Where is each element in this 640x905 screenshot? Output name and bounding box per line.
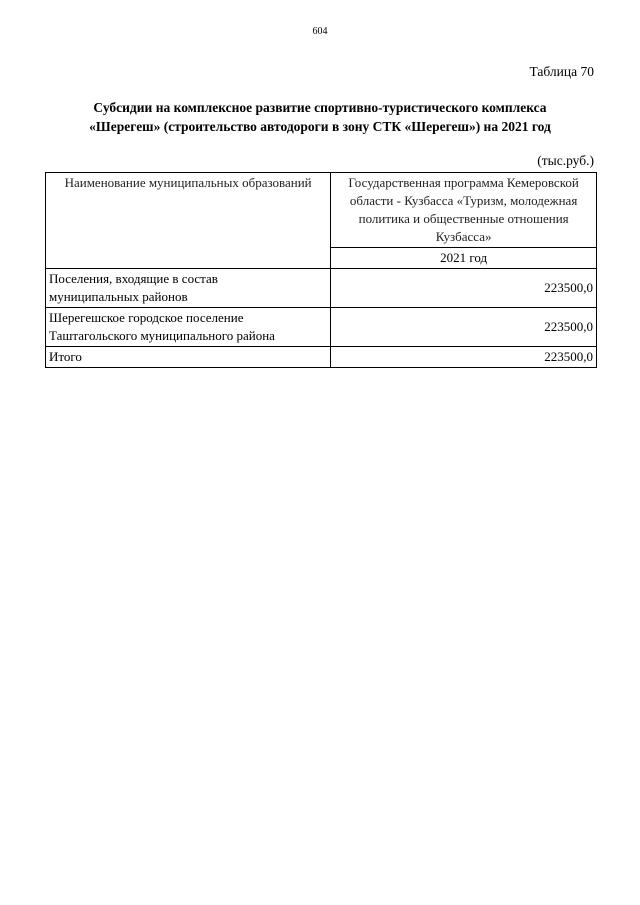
total-label: Итого <box>46 347 331 368</box>
table-row <box>46 269 597 308</box>
row-value: 223500,0 <box>331 269 597 308</box>
table-header-row <box>46 173 597 248</box>
subsidy-table <box>45 172 597 368</box>
table-row <box>46 308 597 347</box>
row-name <box>46 269 331 308</box>
row-name-line-2: муниципальных районов <box>49 289 188 304</box>
row-value: 223500,0 <box>331 308 597 347</box>
units-label: (тыс.руб.) <box>537 153 594 168</box>
total-value: 223500,0 <box>331 347 597 368</box>
row-name <box>46 308 331 347</box>
header-municipality: Наименование муниципальных образований <box>46 173 331 269</box>
row-name-line-1: Шерегешское городское поселение <box>49 310 244 325</box>
header-year: 2021 год <box>331 248 597 269</box>
page-number: 604 <box>312 26 328 37</box>
document-title <box>40 98 600 136</box>
header-program: Государственная программа Кемеровской области - Кузбасса «Туризм, молодежная политика и общественные отношения Кузбасса» <box>331 173 597 248</box>
table-total-row <box>46 347 597 368</box>
row-name-line-2: Таштагольского муниципального района <box>49 328 275 343</box>
table-label: Таблица 70 <box>529 64 594 79</box>
document-title-line-2: «Шерегеш» (строительство автодороги в зону СТК «Шерегеш») на 2021 год <box>89 119 551 134</box>
row-name-line-1: Поселения, входящие в состав <box>49 271 218 286</box>
document-title-line-1: Субсидии на комплексное развитие спортивно-туристического комплекса <box>93 100 547 115</box>
